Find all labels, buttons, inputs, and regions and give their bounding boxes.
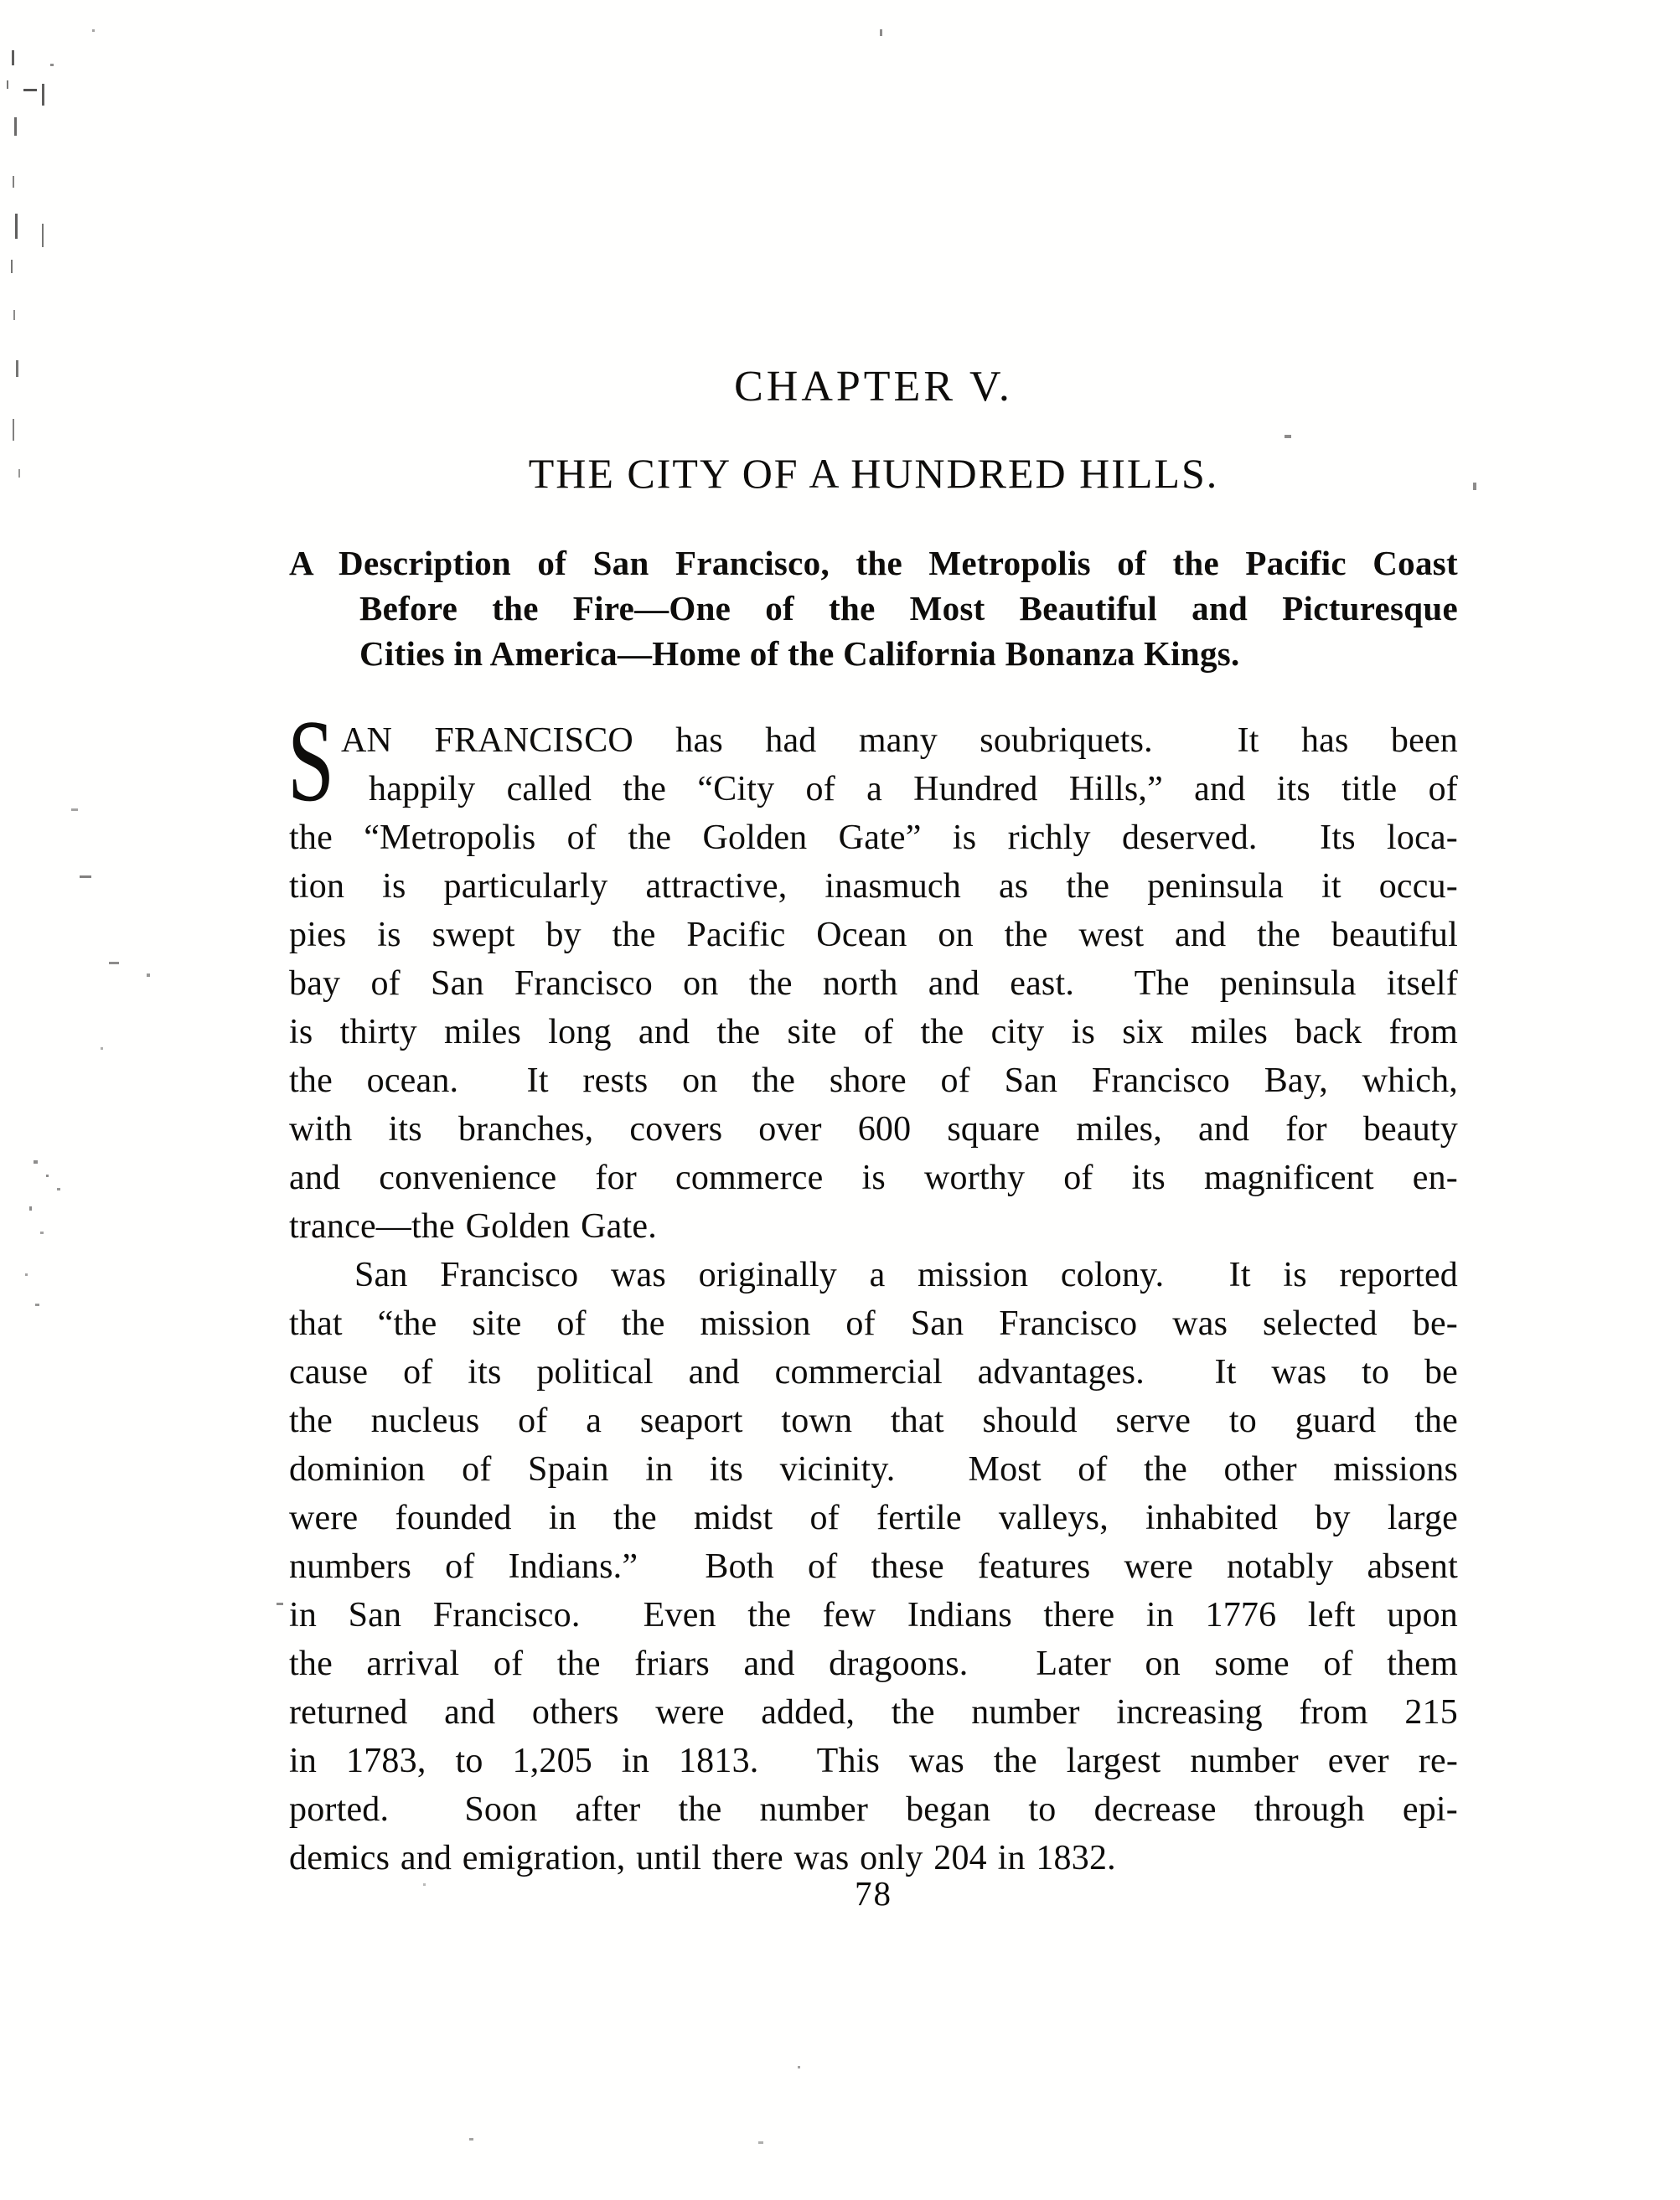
scan-speck	[277, 1603, 283, 1605]
text-line: and convenience for commerce is worthy of its magnificent en-	[289, 1159, 1458, 1197]
scan-speck	[40, 1232, 44, 1234]
text-line: returned and others were added, the number increasing from 215	[289, 1693, 1458, 1732]
scan-speck	[23, 89, 37, 91]
text-line: Cities in America—Home of the California Bonanza Kings.	[359, 634, 1240, 673]
chapter-heading: CHAPTER V.	[734, 363, 1013, 411]
scan-speck	[34, 1160, 38, 1164]
scan-speck	[1285, 435, 1291, 438]
scan-speck	[80, 875, 91, 878]
scan-speck	[11, 260, 13, 273]
text-line: numbers of Indians.” Both of these features were notably absent	[289, 1547, 1458, 1586]
paragraph-1	[287, 696, 1458, 1251]
scan-speck	[12, 50, 14, 65]
scan-speck	[798, 2066, 800, 2068]
scan-speck	[13, 419, 14, 441]
text-line: tion is particularly attractive, inasmuch as the peninsula it occu-	[289, 867, 1458, 906]
paragraph-2	[289, 1251, 1458, 1882]
scan-speck	[35, 1304, 39, 1306]
text-line: pies is swept by the Pacific Ocean on the west and the beautiful	[289, 916, 1458, 954]
text-column	[289, 0, 1458, 2200]
scan-speck	[18, 469, 20, 478]
scan-speck	[25, 1273, 28, 1276]
scan-speck	[147, 973, 150, 977]
scan-speck	[71, 808, 78, 811]
scan-speck	[880, 29, 882, 36]
scan-speck	[50, 64, 54, 66]
text-line: demics and emigration, until there was only 204 in 1832.	[289, 1839, 1116, 1877]
text-line: dominion of Spain in its vicinity. Most of the other missions	[289, 1450, 1458, 1489]
chapter-subtitle	[289, 540, 1458, 676]
scan-speck	[92, 29, 95, 32]
text-line: San Francisco was originally a mission colony. It is reported	[354, 1256, 1458, 1294]
text-line: cause of its political and commercial advantages. It was to be	[289, 1353, 1458, 1392]
paragraph-1-lines	[289, 716, 1458, 1251]
text-line: that “the site of the mission of San Francisco was selected be-	[289, 1304, 1458, 1343]
text-line: in 1783, to 1,205 in 1813. This was the largest number ever re-	[289, 1742, 1458, 1780]
text-line: were founded in the midst of fertile valleys, inhabited by large	[289, 1499, 1458, 1537]
text-line: the arrival of the friars and dragoons. Later on some of them	[289, 1645, 1458, 1683]
drop-cap: S	[287, 696, 335, 826]
scan-speck	[423, 1883, 426, 1886]
scan-speck	[469, 2138, 473, 2141]
scan-speck	[16, 360, 18, 377]
chapter-title: THE CITY OF A HUNDRED HILLS.	[528, 450, 1219, 497]
scan-speck	[13, 176, 14, 188]
scan-speck	[15, 214, 18, 239]
scan-speck	[7, 80, 8, 89]
scan-speck	[758, 2141, 763, 2144]
scan-speck	[14, 117, 17, 136]
text-line: in San Francisco. Even the few Indians there in 1776 left upon	[289, 1596, 1458, 1635]
text-line: AN FRANCISCO has had many soubriquets. It has been	[341, 721, 1458, 760]
scan-speck	[42, 84, 44, 106]
text-line: bay of San Francisco on the north and east. The peninsula itself	[289, 964, 1458, 1003]
page-number: 78	[855, 1874, 892, 1913]
body-text	[287, 696, 1458, 1882]
scan-speck	[46, 1175, 49, 1177]
text-line: is thirty miles long and the site of the city is six miles back from	[289, 1013, 1458, 1051]
scan-speck	[101, 1047, 103, 1050]
text-line: with its branches, covers over 600 square miles, and for beauty	[289, 1110, 1458, 1149]
scan-speck	[1473, 483, 1476, 490]
text-line: Before the Fire—One of the Most Beautiful and Picturesque	[359, 589, 1458, 627]
scan-speck	[29, 1206, 32, 1211]
text-line: ported. Soon after the number began to decrease through epi-	[289, 1790, 1458, 1829]
scan-speck	[57, 1188, 60, 1190]
text-line: trance—the Golden Gate.	[289, 1207, 657, 1246]
scan-speck	[109, 962, 119, 964]
paragraph-2-lines	[289, 1251, 1458, 1882]
scan-speck	[42, 224, 44, 247]
text-line: the nucleus of a seaport town that should serve to guard the	[289, 1402, 1458, 1440]
text-line: the ocean. It rests on the shore of San Francisco Bay, which,	[289, 1061, 1458, 1100]
text-line: A Description of San Francisco, the Metropolis of the Pacific Coast	[289, 544, 1458, 582]
scan-speck	[13, 310, 15, 320]
text-line: happily called the “City of a Hundred Hills,” and its title of	[369, 770, 1458, 808]
text-line: the “Metropolis of the Golden Gate” is richly deserved. Its loca-	[289, 819, 1458, 857]
